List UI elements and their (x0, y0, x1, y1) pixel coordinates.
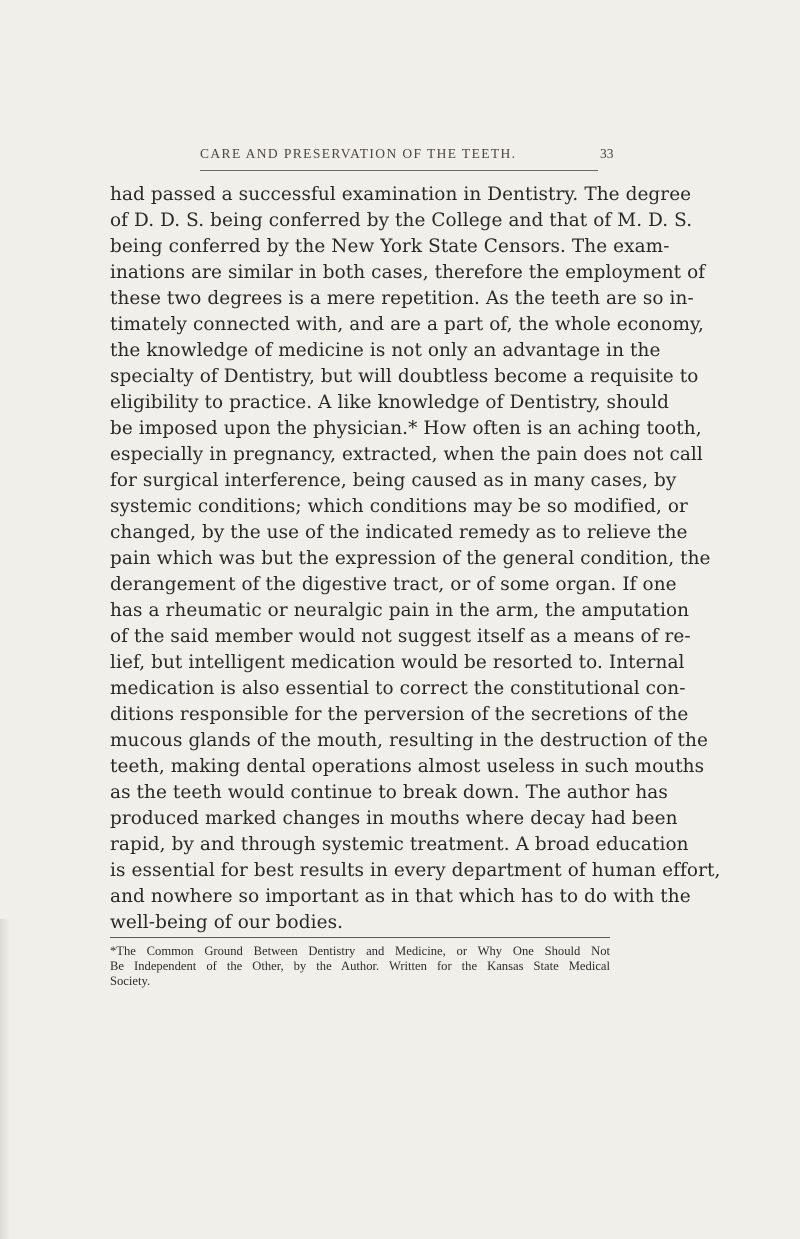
body-line: eligibility to practice. A like knowledge of Dentistry, should (110, 392, 670, 413)
body-line: for surgical interference, being caused as in many cases, by (110, 470, 677, 491)
body-paragraph (110, 182, 721, 936)
footnote-line: Society. (110, 974, 151, 988)
body-line: teeth, making dental operations almost useless in such mouths (110, 756, 705, 777)
body-line: ditions responsible for the perversion of the secretions of the (110, 704, 689, 725)
body-line: timately connected with, and are a part of, the whole economy, (110, 314, 704, 335)
body-line: and nowhere so important as in that which has to do with the (110, 886, 691, 907)
body-line: well-being of our bodies. (110, 912, 344, 933)
footnote-line: *The Common Ground Between Dentistry and Medicine, or Why One Should Not (110, 944, 610, 958)
scan-edge-shadow (0, 919, 10, 1239)
running-head: CARE AND PRESERVATION OF THE TEETH. (200, 146, 517, 161)
body-line: of D. D. S. being conferred by the College and that of M. D. S. (110, 210, 693, 231)
body-line: specialty of Dentistry, but will doubtless become a requisite to (110, 366, 699, 387)
footnote-line: Be Independent of the Other, by the Author. Written for the Kansas State Medical (110, 959, 610, 973)
body-line: lief, but intelligent medication would be resorted to. Internal (110, 652, 685, 673)
body-line: of the said member would not suggest itself as a means of re- (110, 626, 691, 647)
body-line: these two degrees is a mere repetition. As the teeth are so in- (110, 288, 694, 309)
body-line: is essential for best results in every department of human effort, (110, 860, 721, 881)
body-line: as the teeth would continue to break down. The author has (110, 782, 668, 803)
body-line: be imposed upon the physician.* How often is an aching tooth, (110, 418, 702, 439)
header-rule (200, 170, 598, 171)
body-line: pain which was but the expression of the general condition, the (110, 548, 711, 569)
body-line: changed, by the use of the indicated remedy as to relieve the (110, 522, 688, 543)
body-line: being conferred by the New York State Censors. The exam- (110, 236, 670, 257)
body-line: the knowledge of medicine is not only an advantage in the (110, 340, 661, 361)
body-line: produced marked changes in mouths where decay had been (110, 808, 678, 829)
body-line: medication is also essential to correct the constitutional con- (110, 678, 686, 699)
body-line: has a rheumatic or neuralgic pain in the arm, the amputation (110, 600, 690, 621)
body-line: especially in pregnancy, extracted, when the pain does not call (110, 444, 703, 465)
body-line: rapid, by and through systemic treatment. A broad education (110, 834, 689, 855)
body-line: derangement of the digestive tract, or of some organ. If one (110, 574, 677, 595)
body-line: systemic conditions; which conditions may be so modified, or (110, 496, 688, 517)
body-line: inations are similar in both cases, therefore the employment of (110, 262, 706, 283)
footnote-rule (110, 937, 610, 938)
body-line: had passed a successful examination in Dentistry. The degree (110, 184, 692, 205)
body-line: mucous glands of the mouth, resulting in the destruction of the (110, 730, 708, 751)
footnote (110, 944, 610, 989)
page-number: 33 (600, 146, 614, 161)
